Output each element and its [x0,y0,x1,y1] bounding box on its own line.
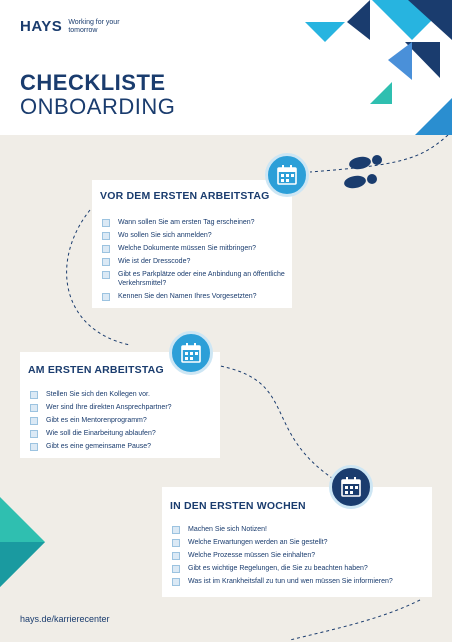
list-item: Machen Sie sich Notizen! [172,525,427,534]
list-item: Welche Dokumente müssen Sie mitbringen? [102,244,287,253]
list-item: Welche Prozesse müssen Sie einhalten? [172,551,427,560]
section-heading: IN DEN ERSTEN WOCHEN [170,500,306,512]
list-item: Wie soll die Einarbeitung ablaufen? [30,429,215,438]
page-title-line2: ONBOARDING [20,94,176,119]
logo-wordmark: HAYS [20,18,63,35]
list-item: Was ist im Krankheitsfall zu tun und wen müssen Sie informieren? [172,577,427,586]
list-item: Wo sollen Sie sich anmelden? [102,231,287,240]
list-item: Stellen Sie sich den Kollegen vor. [30,390,215,399]
list-item: Gibt es ein Mentorenprogramm? [30,416,215,425]
list-item: Wann sollen Sie am ersten Tag erscheinen? [102,218,287,227]
list-item: Gibt es wichtige Regelungen, die Sie zu beachten haben? [172,564,427,573]
logo-tagline: Working for your tomorrow [68,18,120,34]
list-item: Wie ist der Dresscode? [102,257,287,266]
list-item: Kennen Sie den Namen Ihres Vorgesetzten? [102,292,287,301]
list-item: Gibt es Parkplätze oder eine Anbindung an öffentliche Verkehrsmittel? [102,270,287,288]
section-heading: VOR DEM ERSTEN ARBEITSTAG [100,190,270,202]
page-title-line1: CHECKLISTE [20,70,166,95]
list-item: Gibt es eine gemeinsame Pause? [30,442,215,451]
section-heading: AM ERSTEN ARBEITSTAG [28,364,164,376]
list-item: Wer sind Ihre direkten Ansprechpartner? [30,403,215,412]
footer-link[interactable]: hays.de/karrierecenter [20,614,110,624]
list-item: Welche Erwartungen werden an Sie gestellt? [172,538,427,547]
